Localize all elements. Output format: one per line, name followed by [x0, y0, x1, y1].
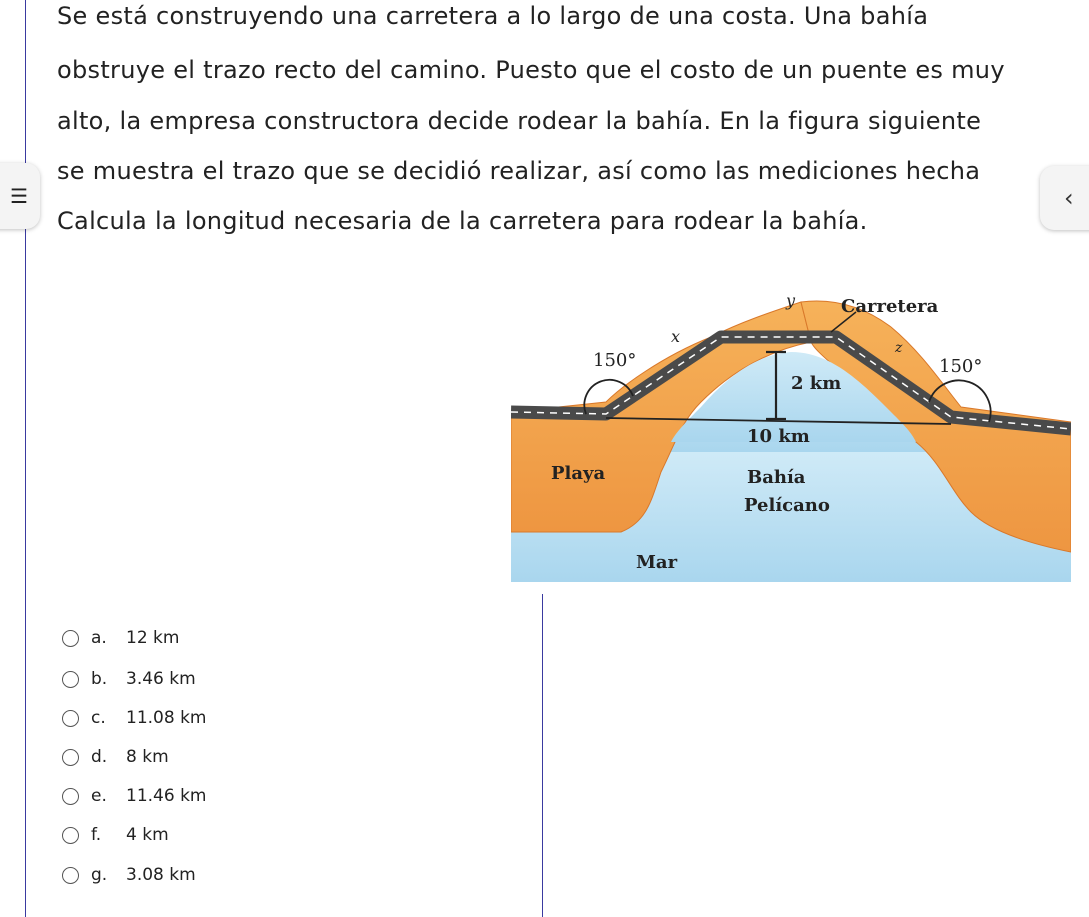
question-line: Calcula la longitud necesaria de la carretera para rodear la bahía. [57, 207, 868, 235]
question-line: Se está construyendo una carretera a lo largo de una costa. Una bahía [57, 2, 929, 30]
list-icon: ☰ [10, 184, 28, 208]
divider-line [542, 594, 543, 917]
option-f[interactable] [62, 822, 169, 848]
base-label: 10 km [747, 426, 810, 447]
angle-left-label: 150° [593, 350, 637, 371]
option-text: 12 km [126, 628, 180, 648]
option-letter: f. [91, 825, 102, 845]
option-a[interactable] [62, 625, 179, 651]
option-letter: c. [91, 708, 106, 728]
label-pelicano: Pelícano [744, 495, 830, 516]
option-d[interactable] [62, 744, 169, 770]
bay-road-figure [511, 282, 1071, 582]
label-z: z [895, 340, 903, 356]
option-letter: a. [91, 628, 107, 648]
radio-button[interactable] [62, 630, 79, 647]
left-border-line [25, 0, 26, 917]
collapse-drawer-button[interactable] [1040, 166, 1089, 230]
option-b[interactable] [62, 666, 196, 692]
radio-button[interactable] [62, 867, 79, 884]
toc-toggle-button[interactable] [0, 163, 40, 229]
radio-button[interactable] [62, 671, 79, 688]
radio-button[interactable] [62, 827, 79, 844]
option-g[interactable] [62, 862, 196, 888]
option-letter: g. [91, 865, 108, 885]
option-text: 3.08 km [126, 865, 196, 885]
label-mar: Mar [636, 552, 678, 573]
question-line: obstruye el trazo recto del camino. Puesto que el costo de un puente es muy [57, 56, 1005, 84]
label-x: x [671, 327, 681, 346]
option-text: 3.46 km [126, 669, 196, 689]
option-e[interactable] [62, 783, 206, 809]
option-text: 4 km [126, 825, 169, 845]
angle-right-label: 150° [939, 356, 983, 377]
option-text: 11.08 km [126, 708, 207, 728]
label-carretera: Carretera [841, 296, 939, 317]
radio-button[interactable] [62, 749, 79, 766]
option-c[interactable] [62, 705, 206, 731]
option-letter: b. [91, 669, 108, 689]
label-bahia: Bahía [747, 467, 806, 488]
label-playa: Playa [551, 463, 606, 484]
radio-button[interactable] [62, 710, 79, 727]
question-line: se muestra el trazo que se decidió realizar, así como las mediciones hecha [57, 157, 981, 185]
question-line: alto, la empresa constructora decide rodear la bahía. En la figura siguiente [57, 107, 982, 135]
option-text: 8 km [126, 747, 169, 767]
option-letter: e. [91, 786, 107, 806]
option-letter: d. [91, 747, 108, 767]
radio-button[interactable] [62, 788, 79, 805]
label-y: y [786, 291, 796, 310]
chevron-left-icon: ‹ [1064, 184, 1074, 212]
option-text: 11.46 km [126, 786, 207, 806]
height-label: 2 km [791, 373, 842, 394]
